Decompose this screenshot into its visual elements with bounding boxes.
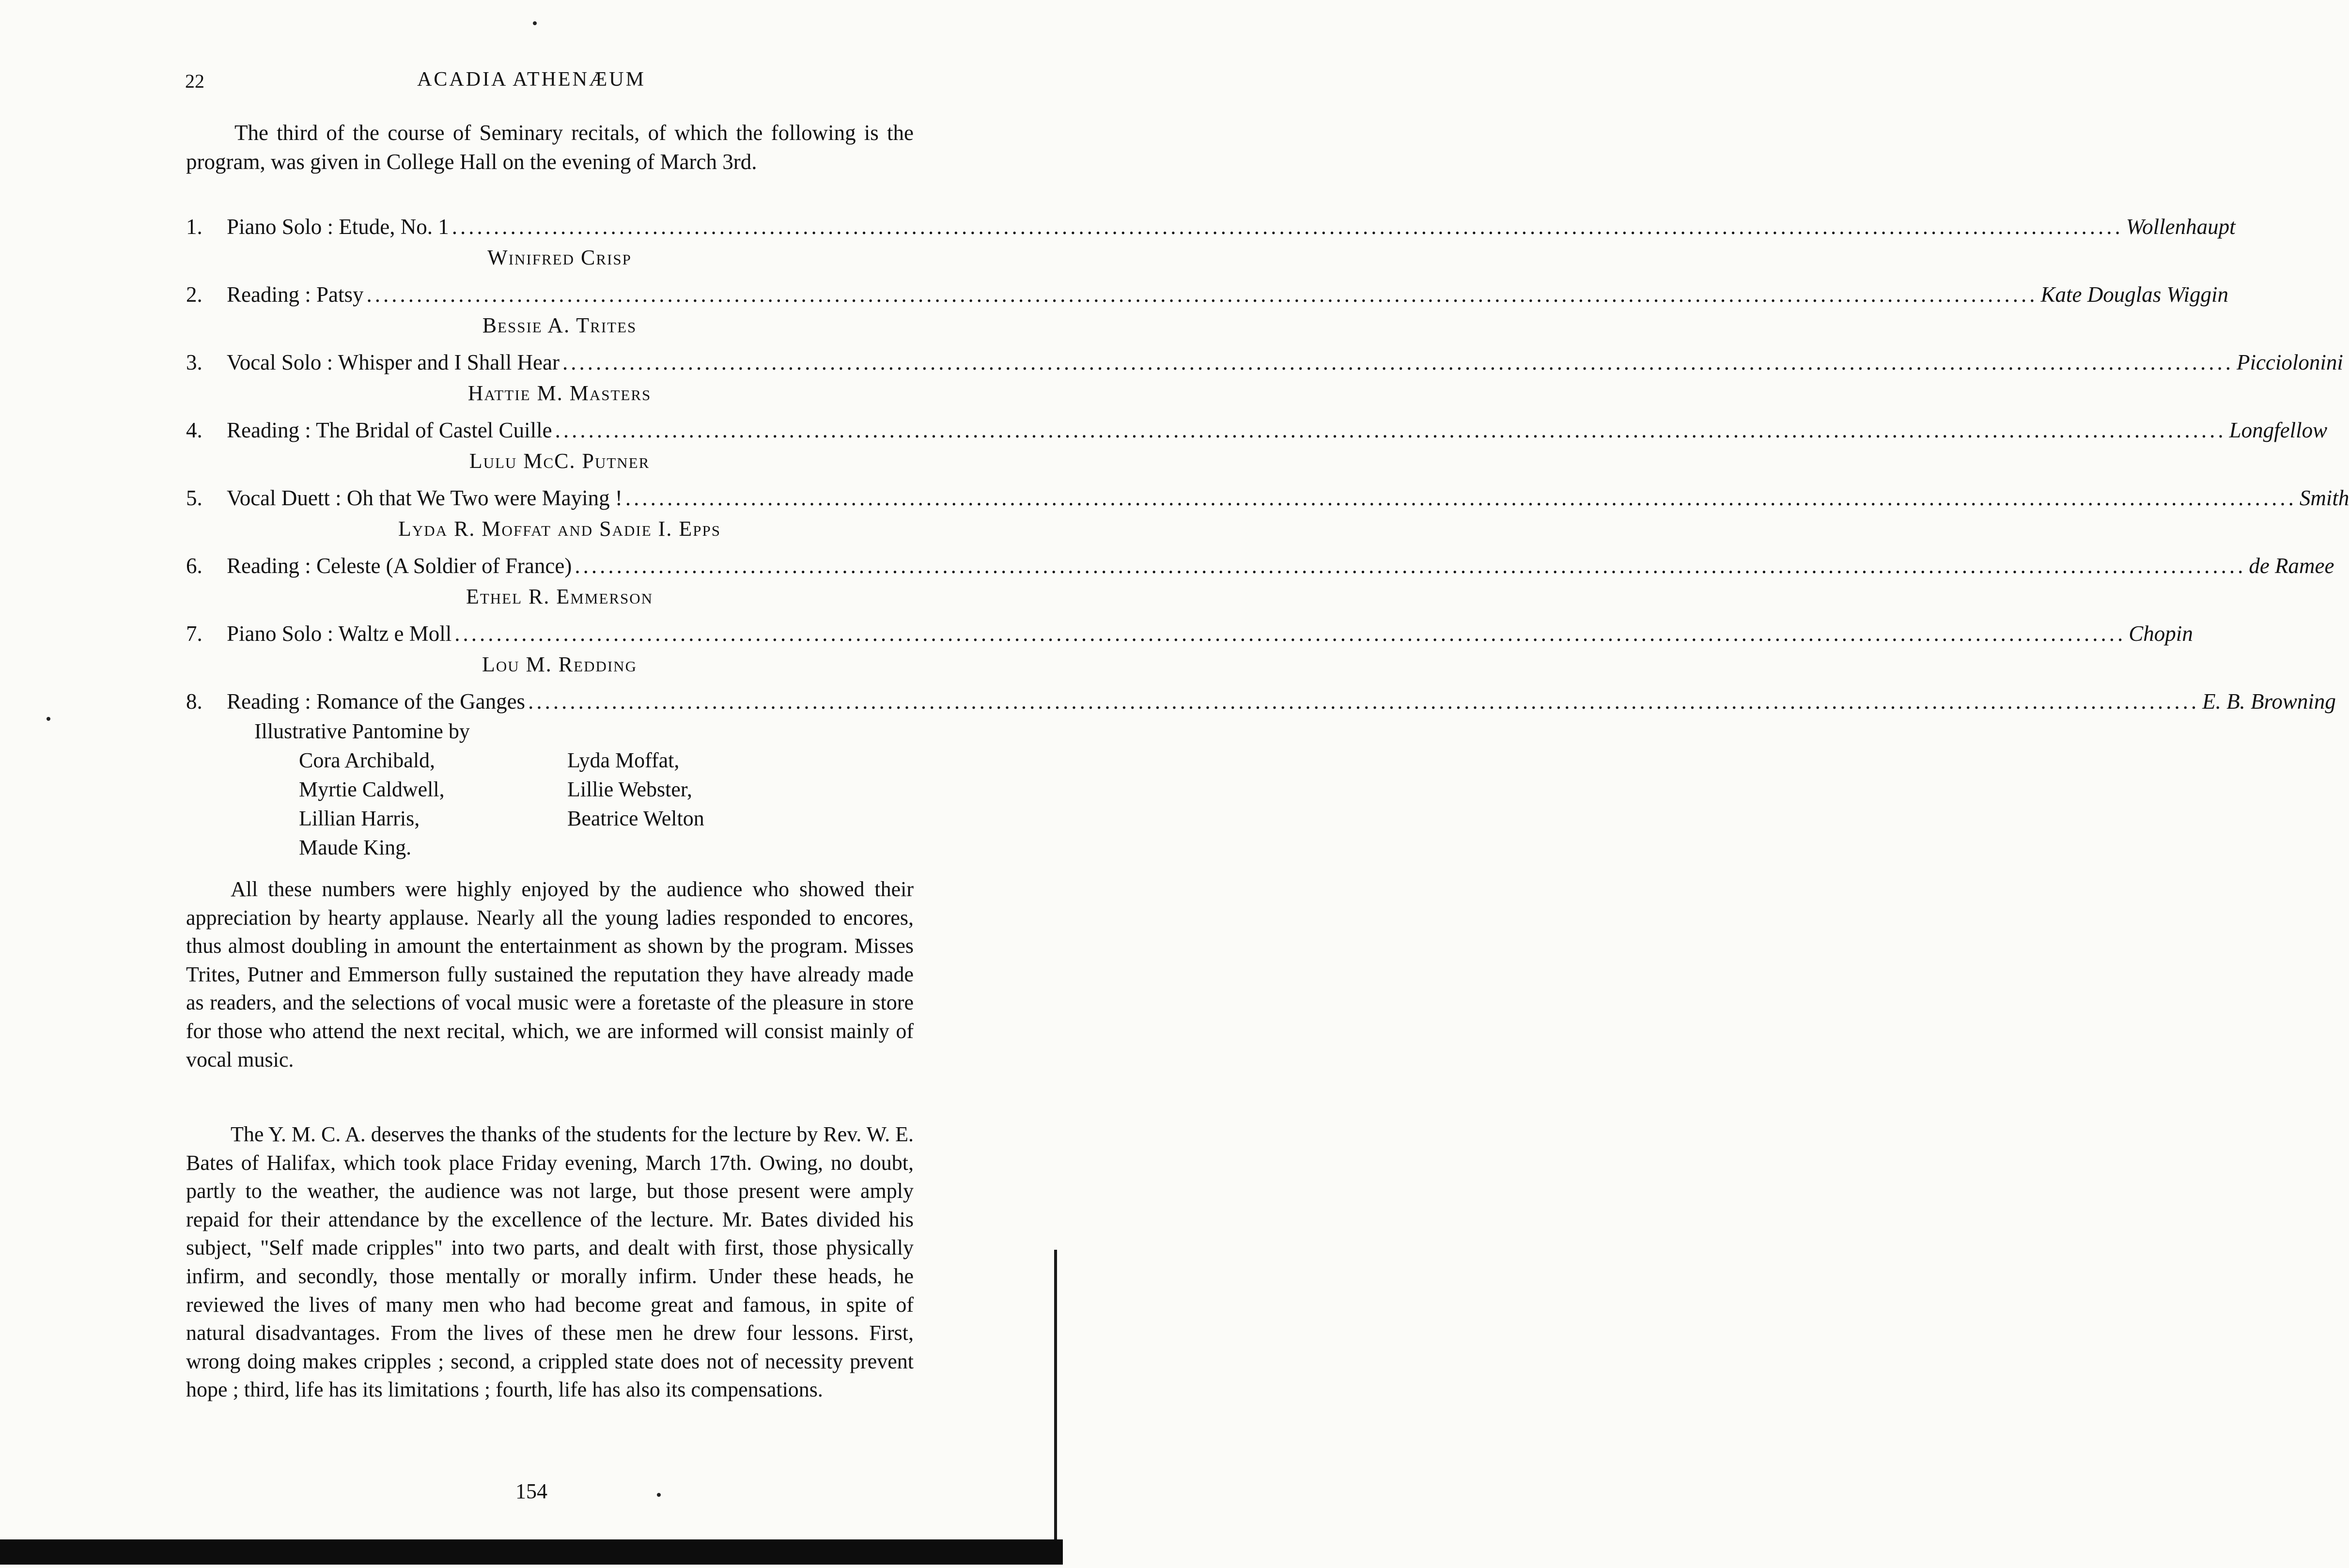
program-item-performer: Winifred Crisp — [487, 246, 632, 269]
program-item-performer: Lulu McC. Putner — [469, 449, 650, 473]
pantomime-name: Lyda Moffat, — [567, 748, 680, 772]
program-item-line — [186, 282, 2228, 311]
program-item-title: Reading : Romance of the Ganges — [227, 689, 526, 714]
program-item — [186, 621, 2193, 689]
program-item — [186, 418, 2328, 485]
dot-leader: ........................................................................................................................................................................................................ — [555, 418, 2226, 442]
program-item-performer: Bessie A. Trites — [482, 313, 637, 337]
program-item-line — [186, 214, 2236, 243]
pantomime-name: Lillian Harris, — [299, 807, 420, 830]
program-item — [186, 485, 2349, 553]
pantomime-name: Lillie Webster, — [567, 777, 692, 801]
pantomime-left-column — [299, 746, 567, 862]
program-item-composer: Longfellow — [2229, 418, 2328, 442]
program-item-number: 6. — [186, 554, 202, 578]
program-item-composer: E. B. Browning — [2202, 689, 2336, 714]
scan-bottom-bar — [0, 1539, 1063, 1565]
folio: 154 — [515, 1479, 547, 1503]
program-item-number: 1. — [186, 215, 202, 239]
program-item-line — [186, 621, 2193, 650]
program-item-composer: Picciolonini — [2236, 350, 2343, 374]
program-item-line — [186, 553, 2334, 582]
program-item-number: 7. — [186, 621, 202, 646]
pantomime-name: Beatrice Welton — [567, 807, 704, 830]
running-title: ACADIA ATHENÆUM — [417, 68, 646, 91]
recital-program — [186, 214, 2349, 757]
program-item-composer: Chopin — [2129, 621, 2193, 646]
dot-leader: ........................................................................................................................................................................................................ — [575, 554, 2246, 578]
program-item-number: 8. — [186, 689, 202, 714]
pantomime-name: Myrtie Caldwell, — [299, 777, 445, 801]
program-item-line — [186, 418, 2328, 447]
program-item-title: Vocal Solo : Whisper and I Shall Hear — [227, 350, 560, 374]
scan-speck — [47, 717, 50, 721]
dot-leader: ........................................................................................................................................................................................................ — [528, 689, 2200, 714]
program-item-line — [186, 689, 2336, 718]
page-number: 22 — [185, 70, 204, 92]
program-item-title: Reading : Patsy — [227, 282, 364, 307]
program-item-number: 2. — [186, 282, 202, 307]
program-item-performer: Hattie M. Masters — [467, 381, 652, 405]
pantomime-name: Cora Archibald, — [299, 748, 436, 772]
pantomime-right-column — [567, 746, 836, 862]
program-item-line — [186, 485, 2349, 514]
intro-paragraph: The third of the course of Seminary recitals, of which the following is the program, was given in College Hall on the evening of March 3rd. — [186, 121, 914, 174]
program-item-title: Reading : The Bridal of Castel Cuille — [227, 418, 552, 442]
program-item-title: Piano Solo : Etude, No. 1 — [227, 215, 449, 239]
body-paragraph-recital: All these numbers were highly enjoyed by the audience who showed their appreciation by hearty applause. Nearly all the young ladies responded to encores, thus almost doubling in amount the entertainment as shown by the program. Misses Trites, Putner and Emmerson fully sustained the reputation they have already made as readers, and the selections of vocal music were a foretaste of the pleasure in store for those who attend the next recital, which, we are informed will consist mainly of vocal music. — [186, 877, 914, 1071]
scan-speck — [533, 21, 537, 25]
program-item-performer: Lou M. Redding — [482, 652, 637, 676]
scan-speck — [657, 1493, 661, 1497]
program-item-number: 4. — [186, 418, 202, 442]
program-item-title: Vocal Duett : Oh that We Two were Maying ! — [227, 486, 622, 510]
program-item-number: 5. — [186, 486, 202, 510]
program-item-performer: Lyda R. Moffat and Sadie I. Epps — [398, 517, 721, 541]
program-item — [186, 350, 2343, 418]
program-item-composer: Kate Douglas Wiggin — [2040, 282, 2228, 307]
dot-leader: ........................................................................................................................................................................................................ — [366, 282, 2038, 307]
program-item-composer: de Ramee — [2249, 554, 2334, 578]
dot-leader: ........................................................................................................................................................................................................ — [454, 621, 2126, 646]
program-item — [186, 214, 2236, 282]
program-item-line — [186, 350, 2343, 379]
program-item-title: Piano Solo : Waltz e Moll — [227, 621, 452, 646]
body-paragraph-lecture: The Y. M. C. A. deserves the thanks of the students for the lecture by Rev. W. E. Bates of Halifax, which took place Friday evening, March 17th. Owing, no doubt, partly to the weather, the audience was not large, but those present were amply repaid for their attendance by the excellence of the lecture. Mr. Bates divided his subject, "Self made cripples" into two parts, and dealt with first, those physically infirm, and secondly, those mentally or morally infirm. Under these heads, he reviewed the lives of many men who had become great and famous, in spite of natural disadvantages. From the lives of these men he drew four lessons. First, wrong doing makes cripples ; second, a crippled state does not of necessity prevent hope ; third, life has its limitations ; fourth, life has also its compensations. — [186, 1122, 914, 1402]
program-item-performer: Ethel R. Emmerson — [466, 585, 653, 608]
program-item-composer: Wollenhaupt — [2126, 215, 2236, 239]
dot-leader: ........................................................................................................................................................................................................ — [562, 350, 2234, 374]
program-item-title: Reading : Celeste (A Soldier of France) — [227, 554, 572, 578]
pantomime-name: Maude King. — [299, 836, 412, 859]
pantomime-columns — [254, 746, 836, 862]
dot-leader: ........................................................................................................................................................................................................ — [625, 486, 2297, 510]
dot-leader: ........................................................................................................................................................................................................ — [451, 215, 2123, 239]
program-item-number: 3. — [186, 350, 202, 374]
program-item — [186, 553, 2334, 621]
pantomime-section — [254, 717, 836, 862]
scan-right-edge — [1054, 1250, 1057, 1539]
pantomime-heading: Illustrative Pantomine by — [254, 719, 470, 743]
program-item-composer: Smith — [2299, 486, 2349, 510]
program-item — [186, 282, 2228, 350]
